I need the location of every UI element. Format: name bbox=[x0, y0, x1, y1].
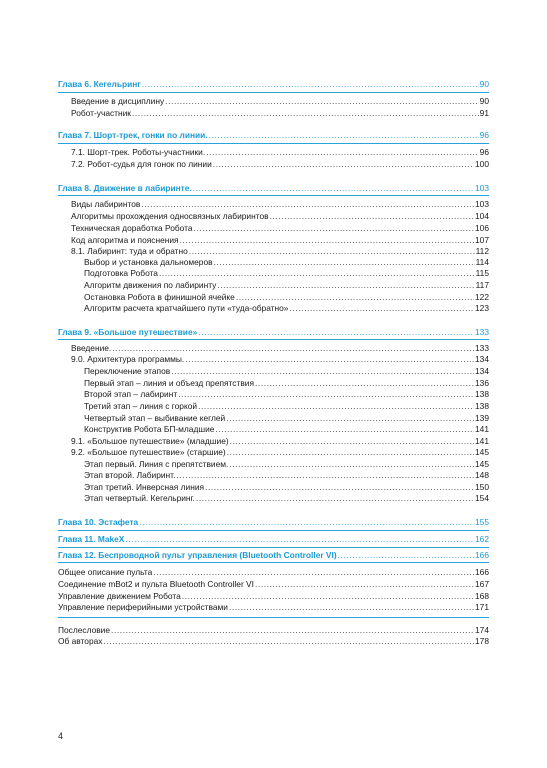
toc-entry[interactable] bbox=[84, 268, 489, 279]
toc-chapter-entry[interactable] bbox=[58, 130, 489, 141]
toc-entry-page: 123 bbox=[475, 303, 489, 313]
toc-entry-title: Глава 12. Беспроводной пульт управления (Bluetooth Controller VI) bbox=[58, 550, 337, 560]
toc-entry-title: Алгоритм расчета кратчайшего пути «туда-обратно» bbox=[84, 303, 289, 313]
toc-entry-title: Второй этап – лабиринт bbox=[84, 389, 178, 399]
toc-entry-title: Общее описание пульта bbox=[58, 567, 153, 577]
toc-entry-page: 145 bbox=[475, 459, 489, 469]
toc-entry[interactable] bbox=[58, 591, 489, 602]
toc-entry[interactable] bbox=[58, 602, 489, 613]
toc-entry-page: 104 bbox=[475, 211, 489, 221]
toc-entry-page: 162 bbox=[475, 534, 489, 544]
toc-entry[interactable] bbox=[71, 223, 489, 234]
toc-entry-title: Этап первый. Линия с препятствием. bbox=[84, 459, 229, 469]
dot-leader bbox=[209, 130, 479, 141]
toc-entry-page: 168 bbox=[475, 591, 489, 601]
toc-entry[interactable] bbox=[58, 625, 489, 636]
dot-leader bbox=[289, 303, 474, 314]
toc-entry-page: 155 bbox=[475, 517, 489, 527]
section-divider bbox=[58, 143, 489, 144]
toc-entry-title: Робот-участник bbox=[71, 108, 131, 118]
dot-leader bbox=[255, 579, 474, 590]
dot-leader bbox=[189, 246, 475, 257]
toc-entry-page: 138 bbox=[475, 389, 489, 399]
dot-leader bbox=[180, 235, 474, 246]
toc-entry[interactable] bbox=[84, 292, 489, 303]
toc-chapter-entry[interactable] bbox=[58, 550, 489, 561]
toc-entry-page: 145 bbox=[475, 447, 489, 457]
toc-entry-title: Выбор и установка дальномеров bbox=[84, 257, 213, 267]
toc-entry-title: Техническая доработка Робота bbox=[71, 223, 193, 233]
toc-entry-page: 106 bbox=[475, 223, 489, 233]
toc-entry[interactable] bbox=[71, 211, 489, 222]
toc-entry-title: Четвертый этап – выбивание кеглей bbox=[84, 413, 226, 423]
toc-entry-title: Соединение mBot2 и пульта Bluetooth Controller VI bbox=[58, 579, 254, 589]
toc-entry-title: 9.2. «Большое путешествие» (старшие) bbox=[71, 447, 226, 457]
toc-chapter-entry[interactable] bbox=[58, 517, 489, 528]
toc-entry[interactable] bbox=[84, 303, 489, 314]
toc-entry[interactable] bbox=[71, 96, 489, 107]
toc-entry-title: 8.1. Лабиринт: туда и обратно bbox=[71, 246, 188, 256]
toc-entry-title: Введение в дисциплину bbox=[71, 96, 165, 106]
dot-leader bbox=[111, 625, 474, 636]
section-divider bbox=[58, 195, 489, 196]
toc-entry[interactable] bbox=[58, 636, 489, 647]
toc-chapter-entry[interactable] bbox=[58, 534, 489, 545]
toc-entry[interactable] bbox=[84, 401, 489, 412]
toc-entry[interactable] bbox=[71, 147, 489, 158]
toc-entry-page: 112 bbox=[475, 246, 489, 256]
dot-leader bbox=[214, 257, 475, 268]
toc-entry-title: Об авторах bbox=[58, 636, 103, 646]
toc-entry-page: 91 bbox=[479, 108, 489, 118]
toc-entry[interactable] bbox=[84, 366, 489, 377]
toc-entry-title: 9.1. «Большое путешествие» (младшие) bbox=[71, 436, 229, 446]
toc-entry-page: 154 bbox=[475, 493, 489, 503]
toc-entry-page: 90 bbox=[479, 79, 489, 89]
dot-leader bbox=[132, 108, 479, 119]
toc-entry-title: Управление движением Робота bbox=[58, 591, 181, 601]
toc-entry[interactable] bbox=[71, 354, 489, 365]
toc-entry[interactable] bbox=[84, 280, 489, 291]
toc-entry-title: Управление периферийными устройствами bbox=[58, 602, 228, 612]
toc-entry-page: 171 bbox=[475, 602, 489, 612]
dot-leader bbox=[171, 366, 474, 377]
dot-leader bbox=[142, 79, 479, 90]
dot-leader bbox=[141, 199, 474, 210]
dot-leader bbox=[165, 96, 479, 107]
dot-leader bbox=[205, 482, 474, 493]
toc-entry-title: Код алгоритма и пояснения bbox=[71, 235, 179, 245]
dot-leader bbox=[198, 327, 474, 338]
toc-entry-page: 138 bbox=[475, 401, 489, 411]
page-number: 4 bbox=[58, 731, 64, 741]
dot-leader bbox=[196, 493, 474, 504]
dot-leader bbox=[226, 413, 474, 424]
toc-entry-page: 141 bbox=[475, 436, 489, 446]
toc-entry-page: 107 bbox=[475, 235, 489, 245]
toc-entry-page: 122 bbox=[475, 292, 489, 302]
dot-leader bbox=[338, 550, 474, 561]
toc-entry-page: 136 bbox=[475, 378, 489, 388]
toc-entry-page: 141 bbox=[475, 424, 489, 434]
toc-entry-title: Этап третий. Инверсная линия bbox=[84, 482, 205, 492]
dot-leader bbox=[236, 292, 474, 303]
dot-leader bbox=[176, 470, 474, 481]
dot-leader bbox=[255, 378, 474, 389]
toc-entry-title: Виды лабиринтов bbox=[71, 199, 141, 209]
toc-entry[interactable] bbox=[58, 567, 489, 578]
toc-entry-page: 90 bbox=[479, 96, 489, 106]
toc-entry[interactable] bbox=[84, 389, 489, 400]
toc-entry[interactable] bbox=[84, 470, 489, 481]
dot-leader bbox=[194, 223, 474, 234]
toc-entry-page: 139 bbox=[475, 413, 489, 423]
dot-leader bbox=[182, 591, 474, 602]
dot-leader bbox=[213, 159, 474, 170]
toc-entry[interactable] bbox=[58, 579, 489, 590]
toc-entry-title: Глава 8. Движение в лабиринте. bbox=[58, 183, 192, 193]
dot-leader bbox=[230, 436, 474, 447]
toc-entry[interactable] bbox=[84, 493, 489, 504]
section-divider bbox=[58, 562, 489, 563]
toc-entry-page: 103 bbox=[475, 183, 489, 193]
toc-entry-title: Остановка Робота в финишной ячейке bbox=[84, 292, 235, 302]
toc-entry[interactable] bbox=[71, 343, 489, 354]
section-divider bbox=[58, 339, 489, 340]
toc-entry-title: Этап второй. Лабиринт. bbox=[84, 470, 176, 480]
toc-entry-title: 9.0. Архитектура программы. bbox=[71, 354, 185, 364]
toc-entry-title: Подготовка Робота bbox=[84, 268, 158, 278]
toc-entry-title: 7.2. Робот-судья для гонок по линии bbox=[71, 159, 212, 169]
dot-leader bbox=[217, 280, 474, 291]
dot-leader bbox=[206, 147, 478, 158]
dot-leader bbox=[215, 424, 474, 435]
toc-entry-page: 114 bbox=[475, 257, 489, 267]
toc-entry-page: 133 bbox=[475, 327, 489, 337]
dot-leader bbox=[229, 602, 474, 613]
toc-entry-title: Этап четвертый. Кегельринг. bbox=[84, 493, 195, 503]
toc-entry-page: 166 bbox=[475, 567, 489, 577]
toc-entry-title: Послесловие bbox=[58, 625, 111, 635]
toc-entry[interactable] bbox=[71, 199, 489, 210]
toc-entry[interactable] bbox=[71, 235, 489, 246]
toc-entry-page: 134 bbox=[475, 366, 489, 376]
dot-leader bbox=[229, 459, 474, 470]
dot-leader bbox=[103, 636, 474, 647]
section-divider bbox=[58, 617, 489, 618]
section-divider bbox=[58, 530, 489, 531]
toc-entry-page: 103 bbox=[475, 199, 489, 209]
toc-entry-page: 178 bbox=[475, 636, 489, 646]
toc-entry-page: 96 bbox=[479, 147, 489, 157]
toc-entry-title: Алгоритмы прохождения односвязных лабиринтов bbox=[71, 211, 269, 221]
dot-leader bbox=[153, 567, 474, 578]
toc-entry-page: 100 bbox=[475, 159, 489, 169]
toc-entry[interactable] bbox=[84, 482, 489, 493]
dot-leader bbox=[125, 534, 474, 545]
toc-entry[interactable] bbox=[84, 459, 489, 470]
toc-entry-title: Третий этап – линия с горкой bbox=[84, 401, 198, 411]
dot-leader bbox=[270, 211, 474, 222]
toc-entry-title: Конструктив Робота БП-младшие bbox=[84, 424, 215, 434]
dot-leader bbox=[227, 447, 474, 458]
toc-entry-page: 167 bbox=[475, 579, 489, 589]
dot-leader bbox=[198, 401, 474, 412]
dot-leader bbox=[178, 389, 474, 400]
toc-entry[interactable] bbox=[71, 447, 489, 458]
toc-entry[interactable] bbox=[84, 413, 489, 424]
toc-entry[interactable] bbox=[71, 108, 489, 119]
toc-entry-page: 174 bbox=[475, 625, 489, 635]
toc-entry-title: Переключение этапов bbox=[84, 366, 171, 376]
toc-entry-title: Глава 9. «Большое путешествие» bbox=[58, 327, 198, 337]
toc-entry[interactable] bbox=[71, 246, 489, 257]
dot-leader bbox=[112, 343, 474, 354]
toc-entry-page: 96 bbox=[479, 130, 489, 140]
toc-entry-page: 150 bbox=[475, 482, 489, 492]
toc-entry[interactable] bbox=[71, 159, 489, 170]
toc-entry[interactable] bbox=[71, 436, 489, 447]
toc-entry-title: Глава 6. Кегельринг bbox=[58, 79, 141, 89]
toc-entry-page: 134 bbox=[475, 354, 489, 364]
toc-chapter-entry[interactable] bbox=[58, 327, 489, 338]
toc-entry-page: 166 bbox=[475, 550, 489, 560]
toc-entry-page: 115 bbox=[475, 268, 489, 278]
dot-leader bbox=[185, 354, 474, 365]
toc-entry-page: 133 bbox=[475, 343, 489, 353]
toc-entry[interactable] bbox=[84, 378, 489, 389]
section-divider bbox=[58, 92, 489, 93]
toc-entry[interactable] bbox=[84, 424, 489, 435]
dot-leader bbox=[159, 268, 475, 279]
toc-entry-title: Введение. bbox=[71, 343, 112, 353]
toc-chapter-entry[interactable] bbox=[58, 79, 489, 90]
toc-entry[interactable] bbox=[84, 257, 489, 268]
toc-entry-title: Глава 10. Эстафета bbox=[58, 517, 139, 527]
toc-entry-title: Глава 11. MakeX bbox=[58, 534, 125, 544]
dot-leader bbox=[193, 183, 474, 194]
toc-entry-title: Первый этап – линия и объезд препятствия bbox=[84, 378, 254, 388]
section-divider bbox=[58, 547, 489, 548]
toc-entry-page: 148 bbox=[475, 470, 489, 480]
toc-entry-title: Глава 7. Шорт-трек, гонки по линии. bbox=[58, 130, 208, 140]
toc-entry-title: 7.1. Шорт-трек. Роботы-участники. bbox=[71, 147, 206, 157]
dot-leader bbox=[139, 517, 474, 528]
toc-entry-page: 117 bbox=[475, 280, 489, 290]
toc-chapter-entry[interactable] bbox=[58, 183, 489, 194]
toc-entry-title: Алгоритм движения по лабиринту bbox=[84, 280, 217, 290]
